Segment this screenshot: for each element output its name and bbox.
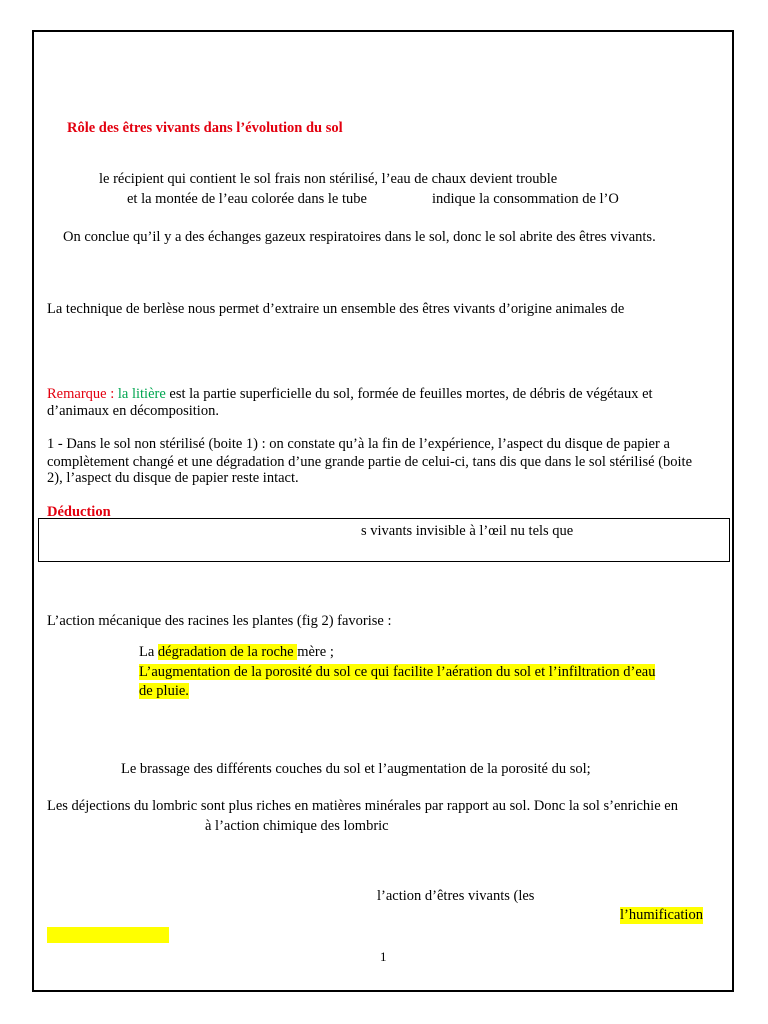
paragraph-1-line-2b: indique la consommation de l’O: [432, 191, 619, 207]
remark-text-1: est la partie superficielle du sol, formée de feuilles mortes, de débris de végétaux et: [165, 386, 653, 402]
list-item-1: [139, 644, 334, 661]
litiere-term: la litière: [117, 386, 166, 402]
berlese-paragraph: La technique de berlèse nous permet d’extraire un ensemble des êtres vivants d’origine animales de: [47, 301, 625, 317]
list-item-2-highlight-c: de pluie.: [139, 683, 189, 699]
deduction-heading: Déduction: [47, 504, 111, 520]
paragraph-1-line-1: le récipient qui contient le sol frais non stérilisé, l’eau de chaux devient trouble: [99, 171, 558, 187]
brassage-paragraph: Le brassage des différents couches du sol et l’augmentation de la porosité du sol;: [121, 761, 591, 777]
living-action-text: l’action d’êtres vivants (les: [377, 888, 535, 904]
list-item-2-line-1: [139, 664, 655, 681]
list-item-2-line-2: [139, 683, 189, 700]
roots-action-paragraph: L’action mécanique des racines les plantes (fig 2) favorise :: [47, 613, 392, 629]
observation-line-1: 1 - Dans le sol non stérilisé (boite 1) : on constate qu’à la fin de l’expérience, l’aspect du disque de papier a: [47, 436, 670, 452]
remark-line-1: [47, 386, 653, 403]
page-number: 1: [380, 949, 387, 964]
list-item-1-highlight: dégradation de la roche: [157, 644, 298, 660]
list-item-1-post: mère ;: [297, 644, 334, 660]
remark-line-2: d’animaux en décomposition.: [47, 403, 219, 419]
conclusion-paragraph: On conclue qu’il y a des échanges gazeux respiratoires dans le sol, donc le sol abrite des êtres vivants.: [63, 229, 656, 245]
humification-highlight: l’humification: [620, 907, 703, 923]
list-item-1-pre: La: [139, 644, 158, 660]
remark-label: Remarque :: [47, 386, 118, 402]
observation-line-2: complètement changé et une dégradation d’une grande partie de celui-ci, tans dis que dans le sol stérilisé (boite: [47, 454, 693, 470]
paragraph-1-line-2a: et la montée de l’eau colorée dans le tube: [127, 191, 367, 207]
highlight-block: [47, 927, 169, 943]
observation-line-3: 2), l’aspect du disque de papier reste intact.: [47, 470, 299, 486]
list-item-2-highlight-a: L’augmentation de la porosité du sol: [139, 664, 351, 680]
list-item-2-highlight-b: ce qui facilite l’aération du sol et l’infiltration d’eau: [354, 664, 656, 680]
deduction-box-text: s vivants invisible à l’œil nu tels que: [361, 523, 574, 539]
dejections-line-1: Les déjections du lombric sont plus riches en matières minérales par rapport au sol. Donc la sol s’enrichie en: [47, 798, 678, 814]
dejections-line-2: à l’action chimique des lombric: [205, 818, 389, 834]
document-title: Rôle des êtres vivants dans l’évolution du sol: [67, 120, 343, 136]
